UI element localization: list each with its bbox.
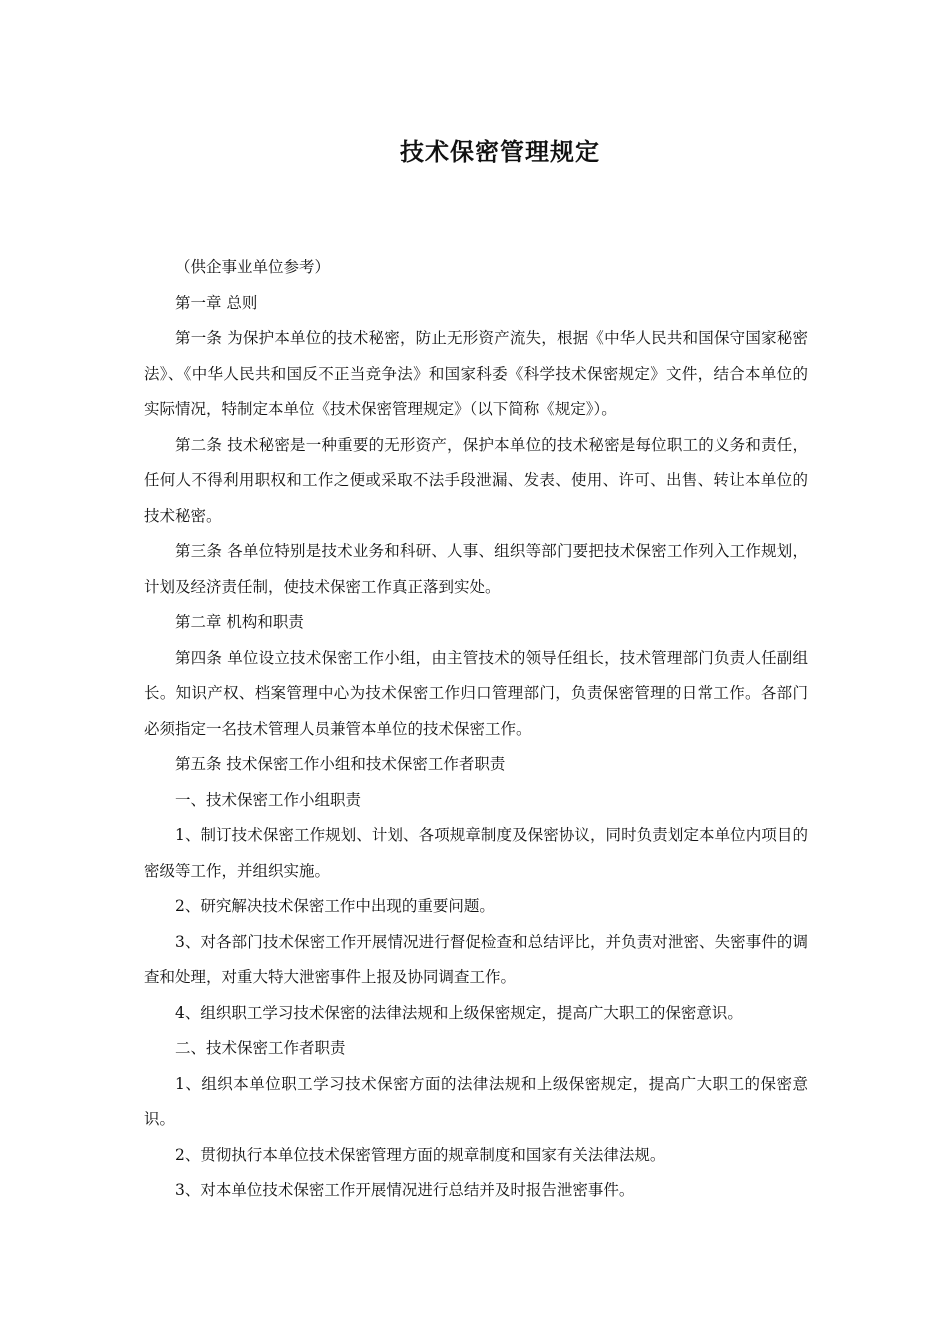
- article-paragraph: 第一条 为保护本单位的技术秘密，防止无形资产流失，根据《中华人民共和国保守国家秘密法》、《中华人民共和国反不正当竞争法》和国家科委《科学技术保密规定》文件，结合本单位的实际情况，特制定本单位《技术保密管理规定》（以下简称《规定》）。: [144, 329, 808, 418]
- list-item: 2、研究解决技术保密工作中出现的重要问题。: [175, 897, 495, 915]
- chapter-heading: 第二章 机构和职责: [175, 613, 304, 631]
- article-paragraph: 第四条 单位设立技术保密工作小组，由主管技术的领导任组长，技术管理部门负责人任副组长。知识产权、档案管理中心为技术保密工作归口管理部门，负责保密管理的日常工作。各部门必须指定一名技术管理人员兼管本单位的技术保密工作。: [144, 648, 808, 738]
- article-paragraph: 第二条 技术秘密是一种重要的无形资产，保护本单位的技术秘密是每位职工的义务和责任，任何人不得利用职权和工作之便或采取不法手段泄漏、发表、使用、许可、出售、转让本单位的技术秘密。: [144, 435, 808, 525]
- reference-note: （供企事业单位参考）: [175, 258, 331, 276]
- list-item: 4、组织职工学习技术保密的法律法规和上级保密规定，提高广大职工的保密意识。: [175, 1003, 743, 1022]
- article-paragraph: 第五条 技术保密工作小组和技术保密工作者职责: [175, 755, 506, 773]
- article-paragraph: 第三条 各单位特别是技术业务和科研、人事、组织等部门要把技术保密工作列入工作规划，计划及经济责任制，使技术保密工作真正落到实处。: [144, 542, 808, 596]
- section-heading: 二、技术保密工作者职责: [175, 1039, 346, 1057]
- chapter-heading: 第一章 总则: [175, 293, 258, 312]
- list-item: 1、组织本单位职工学习技术保密方面的法律法规和上级保密规定，提高广大职工的保密意识。: [144, 1074, 808, 1128]
- list-item: 1、制订技术保密工作规划、计划、各项规章制度及保密协议，同时负责划定本单位内项目的密级等工作，并组织实施。: [144, 826, 808, 880]
- document-body: [144, 250, 808, 1209]
- list-item: 3、对各部门技术保密工作开展情况进行督促检查和总结评比，并负责对泄密、失密事件的调查和处理，对重大特大泄密事件上报及协同调查工作。: [144, 932, 808, 986]
- section-heading: 一、技术保密工作小组职责: [175, 790, 362, 809]
- list-item: 2、贯彻执行本单位技术保密管理方面的规章制度和国家有关法律法规。: [175, 1145, 666, 1164]
- document-title: 技术保密管理规定: [400, 138, 600, 166]
- list-item: 3、对本单位技术保密工作开展情况进行总结并及时报告泄密事件。: [175, 1181, 635, 1199]
